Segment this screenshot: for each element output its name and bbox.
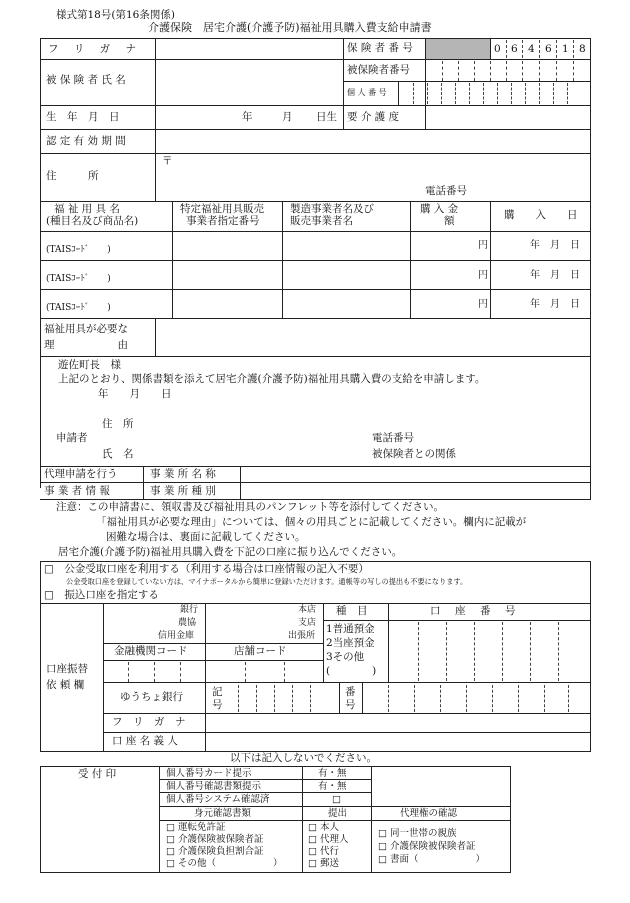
number-label-2: 号 xyxy=(345,699,356,711)
insurer-digit: 6 xyxy=(511,43,518,55)
account-type: ( ) xyxy=(326,665,377,677)
check-label: 個人番号システム確認済 xyxy=(166,794,270,805)
insurer-digit: 0 xyxy=(494,43,501,55)
application-date: 年 月 日 xyxy=(98,388,172,400)
items-col1: 福 祉 用 具 名 xyxy=(54,203,120,215)
items-col3b: 販売事業者名 xyxy=(290,215,353,227)
office-use-notice: 以下は記入しないでください。 xyxy=(230,752,377,764)
items-col2b: 事業者指定番号 xyxy=(186,215,260,227)
account-type: 1普通預金 xyxy=(326,623,375,635)
proxy-check-option[interactable]: □ 同一世帯の親族 xyxy=(378,828,457,839)
applicant-phone-label: 電話番号 xyxy=(372,432,414,444)
postal-mark: 〒 xyxy=(162,155,173,167)
yen-unit: 円 xyxy=(478,270,488,281)
branch-type: 本店 xyxy=(298,605,317,615)
addressee: 遊佐町長 様 xyxy=(58,359,121,371)
received-stamp-label: 受 付 印 xyxy=(78,768,117,780)
bank-type: 銀行 xyxy=(180,605,199,615)
yen-unit: 円 xyxy=(478,299,488,310)
bank-type: 信用金庫 xyxy=(158,631,195,641)
insured-no-label: 被保険者番号 xyxy=(347,64,410,76)
applicant-address-label: 住 所 xyxy=(102,418,134,430)
branch-type: 支店 xyxy=(298,618,317,628)
id-doc-option[interactable]: □ 介護保険負担割合証 xyxy=(166,846,264,857)
account-type-header: 種 目 xyxy=(336,605,368,617)
public-account-option[interactable]: □ 公金受取口座を利用する（利用する場合は口座情報の記入不要） xyxy=(44,563,369,575)
items-col4: 購 入 金 xyxy=(420,203,459,215)
account-type: 3その他 xyxy=(326,651,365,663)
tais-code: (TAISｺｰﾄﾞ ) xyxy=(46,303,111,313)
bank-type: 農協 xyxy=(178,618,197,628)
insurer-digit: 8 xyxy=(579,43,586,55)
applicant-relation-label: 被保険者との関係 xyxy=(372,448,456,460)
proxy-check-option[interactable]: □ 書面（ ） xyxy=(378,854,485,865)
items-col1b: (種目名及び商品名) xyxy=(46,215,139,227)
symbol-label: 記 xyxy=(212,686,223,698)
branch-code-label: 店舗コード xyxy=(234,645,287,657)
note-line: 注意：この申請書に、領収書及び福祉用具のパンフレット等を添付してください。 xyxy=(56,501,444,513)
note-line: 「福祉用具が必要な理由」については、個々の用具ごとに記載してください。欄内に記載が xyxy=(96,516,527,528)
insurer-digit: 4 xyxy=(528,43,535,55)
reason-label-2: 理 由 xyxy=(44,339,128,351)
id-doc-option[interactable]: □ その他（ ） xyxy=(166,858,283,869)
applicant-label: 申請者 xyxy=(56,432,88,444)
branch-type: 出張所 xyxy=(288,631,316,641)
symbol-label-2: 号 xyxy=(212,699,223,711)
reason-label: 福祉用具が必要な xyxy=(44,323,128,335)
bank-code-label: 金融機関コード xyxy=(114,645,188,657)
items-col5: 購 入 日 xyxy=(504,209,578,221)
purchase-date: 年 月 日 xyxy=(530,299,580,310)
public-account-note: 公金受取口座を登録していない方は、マイナポータルから簡単に登録いただけます。通帳等の写しの提出も不要になります。 xyxy=(66,577,468,586)
submit-option[interactable]: □ 本人 xyxy=(308,822,339,833)
insurer-no-label: 保 険 者 番 号 xyxy=(347,42,413,54)
proxy-label-2: 事 業 者 情 報 xyxy=(44,485,110,497)
office-type-label: 事 業 所 種 別 xyxy=(150,485,216,497)
applicant-name-label: 氏 名 xyxy=(102,448,134,460)
account-no-header: 口 座 番 号 xyxy=(430,605,518,617)
office-name-label: 事 業 所 名 称 xyxy=(150,468,216,480)
submit-option[interactable]: □ 代理人 xyxy=(308,834,349,845)
items-col4b: 額 xyxy=(444,215,455,227)
number-label: 番 xyxy=(345,686,356,698)
transfer-label: 口座振替 xyxy=(46,663,88,675)
cert-period-label: 認 定 有 効 期 間 xyxy=(46,135,126,147)
check-value[interactable]: 有・無 xyxy=(318,768,347,779)
submit-option[interactable]: □ 代行 xyxy=(308,846,339,857)
holder-furigana-label: フ リ ガ ナ xyxy=(112,716,186,728)
form-title: 介護保険 居宅介護(介護予防)福祉用具購入費支給申請書 xyxy=(148,21,432,34)
insured-name-label: 被 保 険 者 氏 名 xyxy=(46,74,126,86)
proxy-check-option[interactable]: □ 介護保険被保険者証 xyxy=(378,841,476,852)
check-label: 個人番号カード提示 xyxy=(166,768,252,779)
proxy-check-header: 代理権の確認 xyxy=(400,808,458,819)
transfer-option[interactable]: □ 振込口座を指定する xyxy=(44,589,159,601)
personal-no-label: 個 人 番 号 xyxy=(347,88,387,97)
note-line: 居宅介護(介護予防)福祉用具購入費を下記の口座に振り込んでください。 xyxy=(58,546,403,558)
id-doc-option[interactable]: □ 運転免許証 xyxy=(166,822,226,833)
insurer-digit: 1 xyxy=(562,43,569,55)
phone-label: 電話番号 xyxy=(425,185,467,197)
note-line: 困難な場合は、裏面に記載してください。 xyxy=(106,531,306,543)
check-value[interactable]: □ xyxy=(332,794,341,805)
furigana-label: フ リ ガ ナ xyxy=(48,43,143,55)
purchase-date: 年 月 日 xyxy=(530,240,580,251)
purchase-date: 年 月 日 xyxy=(530,270,580,281)
birth-year: 年 xyxy=(242,111,253,123)
submit-header: 提出 xyxy=(328,808,348,819)
care-level-label: 要 介 護 度 xyxy=(347,111,400,123)
birthdate-label: 生 年 月 日 xyxy=(46,111,120,123)
insurer-digit: 6 xyxy=(545,43,552,55)
birth-day: 日生 xyxy=(316,111,337,123)
address-label: 住 所 xyxy=(46,170,99,182)
proxy-label: 代理申請を行う xyxy=(44,468,118,480)
check-value[interactable]: 有・無 xyxy=(318,781,347,792)
yen-unit: 円 xyxy=(478,240,488,251)
check-label: 個人番号確認書類提示 xyxy=(166,781,262,792)
holder-name-label: 口 座 名 義 人 xyxy=(112,735,178,747)
id-docs-header: 身元確認書類 xyxy=(194,808,252,819)
yucho-label: ゆうちょ銀行 xyxy=(120,691,183,703)
submit-option[interactable]: □ 郵送 xyxy=(308,858,339,869)
tais-code: (TAISｺｰﾄﾞ ) xyxy=(46,245,111,255)
id-doc-option[interactable]: □ 介護保険被保険者証 xyxy=(166,834,264,845)
form-number: 様式第18号(第16条関係) xyxy=(56,9,175,21)
items-col2: 特定福祉用具販売 xyxy=(180,203,264,215)
birth-month: 月 xyxy=(282,111,293,123)
transfer-label-2: 依 頼 欄 xyxy=(46,679,85,691)
items-col3: 製造事業者名及び xyxy=(290,203,374,215)
application-text: 上記のとおり、関係書類を添えて居宅介護(介護予防)福祉用具購入費の支給を申請します。 xyxy=(58,373,486,385)
account-type: 2当座預金 xyxy=(326,637,375,649)
tais-code: (TAISｺｰﾄﾞ ) xyxy=(46,274,111,284)
